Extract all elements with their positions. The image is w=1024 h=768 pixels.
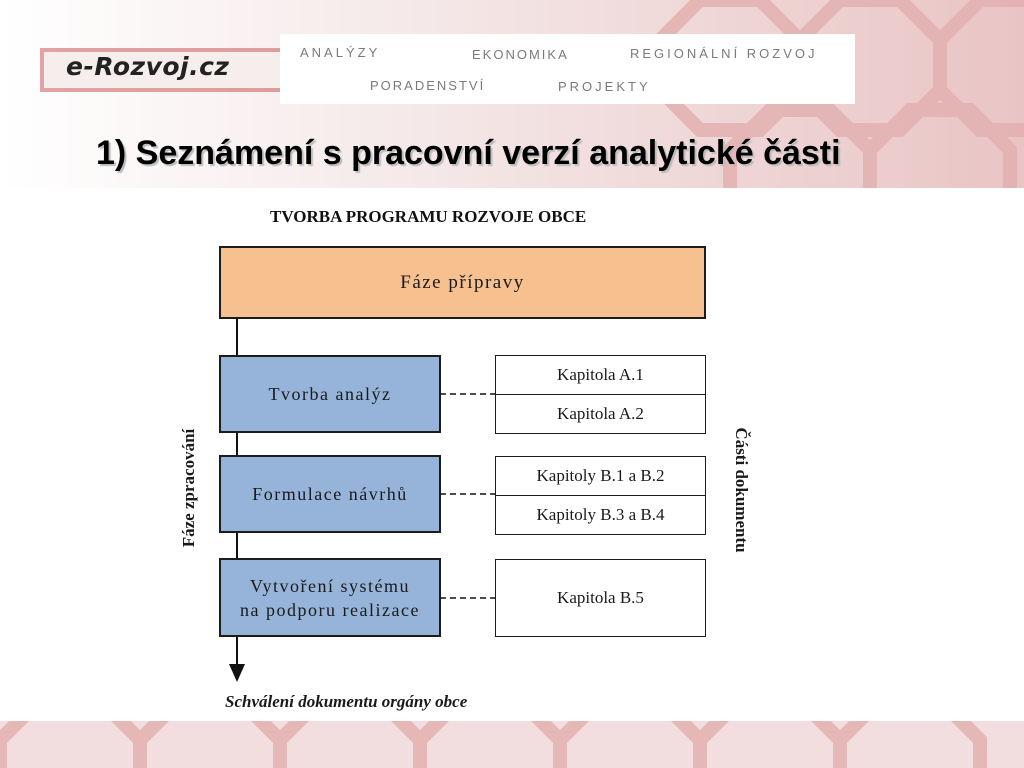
site-logo[interactable]: e-Rozvoj.cz	[66, 52, 230, 81]
nav-item-analyzy[interactable]: ANALÝZY	[300, 45, 381, 60]
chapter-b3-b4-label: Kapitoly B.3 a B.4	[536, 505, 665, 524]
phase-preparation-box	[219, 246, 706, 319]
chapter-b1-b2-label: Kapitoly B.1 a B.2	[536, 466, 665, 485]
chapter-b1-b2-cell	[495, 456, 706, 496]
phase-implementation-label-line1: Vytvoření systému	[250, 575, 410, 596]
chapter-a2-cell	[495, 394, 706, 434]
phase-proposals-label: Formulace návrhů	[252, 484, 408, 504]
phase-implementation-box	[219, 558, 441, 637]
nav-item-ekonomika[interactable]: EKONOMIKA	[472, 47, 569, 62]
chapter-b3-b4-cell	[495, 495, 706, 535]
phase-proposals-box	[219, 455, 441, 533]
chapter-b5-label: Kapitola B.5	[557, 588, 644, 607]
chapter-a1-cell	[495, 355, 706, 395]
phase-preparation-label: Fáze přípravy	[400, 271, 525, 293]
phase-analysis-box	[219, 355, 441, 433]
chapter-b5-cell	[495, 559, 706, 637]
diagram-heading: TVORBA PROGRAMU ROZVOJE OBCE	[270, 207, 587, 226]
nav-item-regionalni-rozvoj[interactable]: REGIONÁLNÍ ROZVOJ	[630, 46, 818, 61]
nav-item-projekty[interactable]: PROJEKTY	[558, 79, 651, 94]
phase-analysis-label: Tvorba analýz	[268, 384, 392, 404]
slide-title: 1) Seznámení s pracovní verzí analytické části	[96, 134, 841, 172]
phase-implementation-label-line2: na podporu realizace	[240, 599, 420, 620]
chapter-a1-label: Kapitola A.1	[557, 365, 644, 384]
right-axis-label: Části dokumentu	[732, 427, 751, 553]
approval-footer: Schválení dokumentu orgány obce	[225, 692, 468, 711]
nav-item-poradenstvi[interactable]: PORADENSTVÍ	[370, 78, 486, 93]
chapter-a2-label: Kapitola A.2	[557, 404, 644, 423]
left-axis-label: Fáze zpracování	[179, 428, 198, 548]
